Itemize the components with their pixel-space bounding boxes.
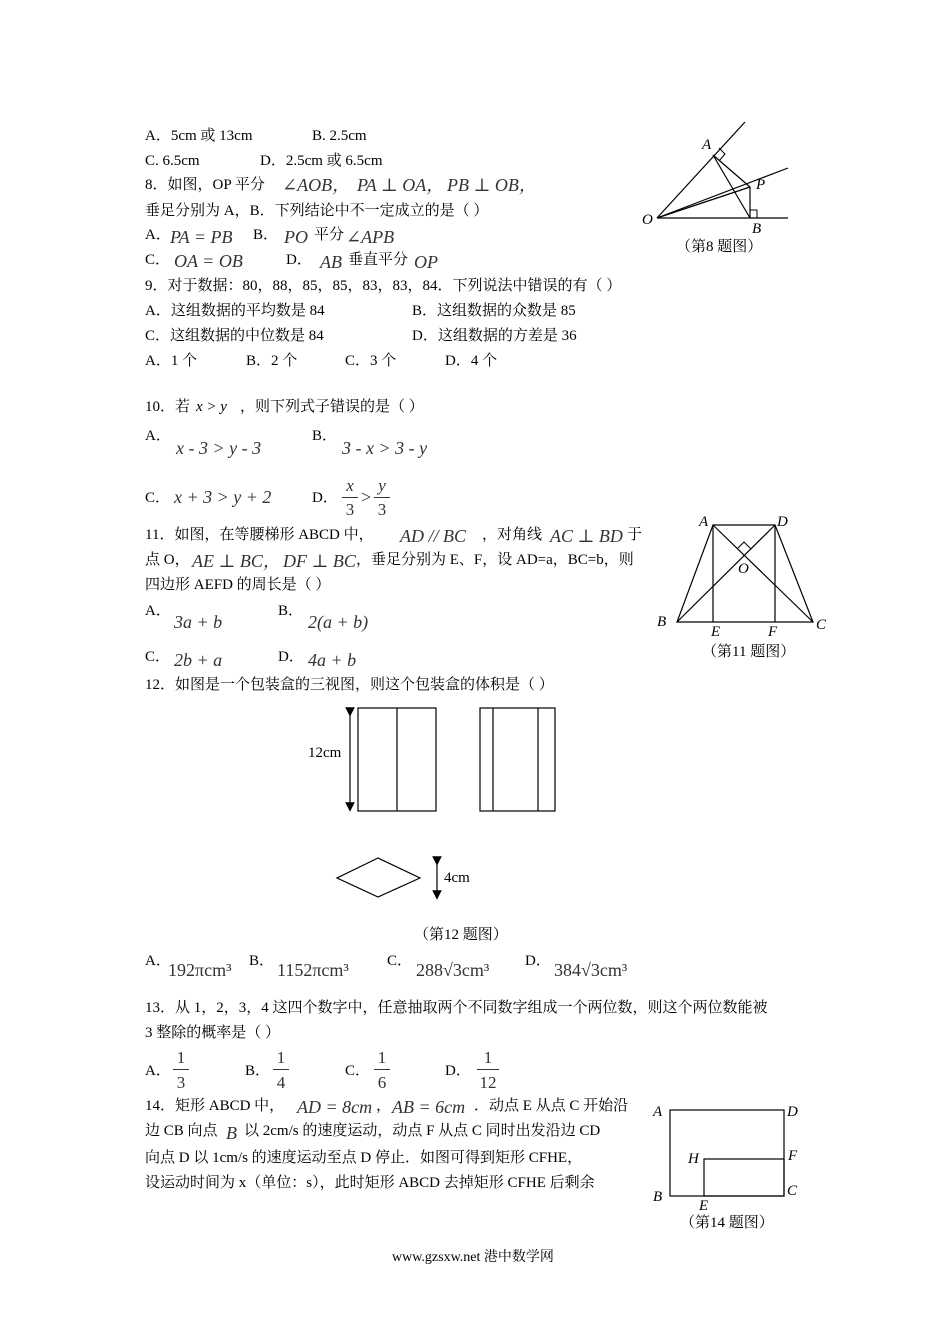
q12-option-a-label: A． (145, 953, 171, 969)
q11-option-c-label: C． (145, 649, 171, 665)
fig14-label-e: E (699, 1198, 709, 1214)
q11-option-d: 4a + b (308, 650, 357, 670)
q13-stem-2: 3 整除的概率是（ ） (145, 1025, 281, 1041)
fig8-label-a: A (702, 137, 712, 153)
q13-b-den: 4 (276, 1073, 286, 1092)
q10-d-gt: > (361, 487, 372, 507)
q7-option-a: A．5cm 或 13cm (145, 128, 253, 144)
q13-a-bar (173, 1069, 189, 1070)
q10-option-d-label: D． (312, 490, 338, 506)
fig14-label-a: A (653, 1104, 663, 1120)
fig11-label-e: E (711, 624, 721, 640)
fig8-caption: （第8 题图） (676, 239, 763, 255)
q14-comma: ， (376, 1098, 392, 1114)
q14-stem-4: 设运动时间为 x（单位：s），此时矩形 ABCD 去掉矩形 CFHE 后剩余 (145, 1175, 595, 1191)
q13-c-num: 1 (377, 1048, 387, 1067)
q12-side-label: 4cm (444, 870, 470, 886)
q8-option-d-op: OP (414, 252, 438, 272)
q13-d-den: 12 (479, 1073, 497, 1092)
q12-option-b: 1152πcm³ (277, 960, 349, 980)
fig14-label-h: H (688, 1151, 699, 1167)
q13-option-c-label: C． (345, 1063, 371, 1079)
q11-option-a: 3a + b (174, 612, 223, 632)
q11-option-b-label: B． (278, 603, 304, 619)
q10-d-den2: 3 (377, 500, 387, 519)
q10-stem-post: ，则下列式子错误的是（ ） (240, 399, 424, 415)
q10-option-a: x - 3 > y - 3 (176, 438, 262, 458)
q13-d-num: 1 (483, 1048, 493, 1067)
q12-option-b-label: B． (249, 953, 275, 969)
q12-option-a: 192πcm³ (168, 960, 232, 980)
q12-option-c: 288√3cm³ (416, 960, 490, 980)
q10-stem-pre: 10．若 (145, 399, 191, 415)
q8-angle-aob: ∠AOB， (282, 175, 351, 195)
q12-option-d: 384√3cm³ (554, 960, 628, 980)
fig11-label-c: C (816, 617, 827, 633)
q13-option-b-label: B． (245, 1063, 271, 1079)
q9-option-a: A．1 个 (145, 353, 198, 369)
q11-ad-parallel-bc: AD // BC (400, 526, 466, 546)
fig11-label-d: D (777, 514, 788, 530)
q7-option-b: B. 2.5cm (312, 128, 367, 144)
q11-stem-2b: ，垂足分别为 E、F，设 AD=a，BC=b，则 (356, 552, 634, 568)
fig8-label-b: B (752, 221, 762, 237)
q10-d-fraction-bar-2 (374, 497, 390, 498)
q8-option-c: OA = OB (174, 251, 243, 271)
q11-ae-perp-bc: AE ⊥ BC， (192, 551, 281, 571)
q13-b-num: 1 (276, 1048, 286, 1067)
q8-stem-1: 8．如图，OP 平分 (145, 177, 265, 193)
q8-option-d-label: D． (286, 252, 312, 268)
q14-ab-length: AB = 6cm (392, 1097, 466, 1117)
q10-d-fraction-bar-1 (342, 497, 358, 498)
q11-stem-1b: ，对角线 (482, 527, 543, 543)
q13-b-bar (273, 1069, 289, 1070)
q9-option-b: B．2 个 (246, 353, 298, 369)
figure-14 (650, 1100, 810, 1214)
q8-pb-perp-ob: PB ⊥ OB， (447, 175, 537, 195)
q11-stem-3: 四边形 AEFD 的周长是（ ） (145, 577, 331, 593)
fig11-caption: （第11 题图） (702, 644, 796, 660)
fig14-caption: （第14 题图） (680, 1215, 774, 1231)
q10-option-a-label: A． (145, 428, 171, 444)
figure-11 (655, 512, 835, 640)
q9-option-d: D．4 个 (445, 353, 498, 369)
q8-option-b-angle: ∠APB (346, 227, 395, 247)
q8-option-c-label: C． (145, 252, 171, 268)
q13-stem-1: 13．从 1，2，3，4 这四个数字中，任意抽取两个不同数字组成一个两位数，则这个两位数能被 (145, 1000, 768, 1016)
q12-option-d-label: D． (525, 953, 551, 969)
q7-option-d: D．2.5cm 或 6.5cm (260, 153, 383, 169)
q8-option-b-text: 平分 (314, 227, 345, 243)
q11-option-c: 2b + a (174, 650, 223, 670)
q9-statement-d: D．这组数据的方差是 36 (412, 328, 577, 344)
q10-d-num1: x (346, 476, 354, 495)
q9-statement-a: A．这组数据的平均数是 84 (145, 303, 325, 319)
q11-stem-1c: 于 (627, 527, 643, 543)
q12-height-label: 12cm (308, 745, 342, 761)
q9-stem: 9．对于数据：80，88，85，85，83，83，84．下列说法中错误的有（ ） (145, 278, 622, 294)
q13-c-den: 6 (377, 1073, 387, 1092)
fig11-label-f: F (768, 624, 778, 640)
fig11-label-a: A (699, 514, 709, 530)
q11-ac-perp-bd: AC ⊥ BD (550, 526, 623, 546)
q10-d-den1: 3 (345, 500, 355, 519)
q10-d-num2: y (378, 476, 386, 495)
fig11-label-o: O (738, 561, 749, 577)
q13-option-d-label: D． (445, 1063, 471, 1079)
q8-option-d-text: 垂直平分 (348, 252, 409, 268)
fig14-label-b: B (653, 1189, 663, 1205)
q11-stem-2a: 点 O， (145, 552, 190, 568)
q12-stem: 12．如图是一个包装盒的三视图，则这个包装盒的体积是（ ） (145, 677, 554, 693)
q14-stem-1a: 14．矩形 ABCD 中， (145, 1098, 285, 1114)
q12-option-c-label: C． (387, 953, 413, 969)
fig8-label-p: P (756, 177, 766, 193)
q11-option-a-label: A． (145, 603, 171, 619)
q9-option-c: C．3 个 (345, 353, 397, 369)
q11-option-b: 2(a + b) (308, 612, 369, 632)
q8-option-d-ab: AB (320, 252, 342, 272)
q11-stem-1: 11．如图，在等腰梯形 ABCD 中， (145, 527, 374, 543)
q14-stem-2b: B (226, 1123, 237, 1143)
q8-option-a-label: A． (145, 227, 171, 243)
q13-d-bar (477, 1069, 499, 1070)
q8-stem-2: 垂足分别为 A，B．下列结论中不一定成立的是（ ） (145, 203, 489, 219)
q10-option-b: 3 - x > 3 - y (342, 438, 428, 458)
page-footer: www.gzsxw.net 港中数学网 (392, 1250, 554, 1265)
q8-option-a: PA = PB (170, 227, 233, 247)
q14-stem-3: 向点 D 以 1cm/s 的速度运动至点 D 停止．如图可得到矩形 CFHE， (145, 1150, 583, 1166)
figure-12 (340, 700, 580, 930)
q9-statement-b: B．这组数据的众数是 85 (412, 303, 576, 319)
q13-a-den: 3 (176, 1073, 186, 1092)
fig11-label-b: B (657, 614, 667, 630)
q13-a-num: 1 (176, 1048, 186, 1067)
q13-option-a-label: A． (145, 1063, 171, 1079)
q11-df-perp-bc: DF ⊥ BC (283, 551, 356, 571)
q13-c-bar (374, 1069, 390, 1070)
q14-stem-2c: 以 2cm/s 的速度运动，动点 F 从点 C 同时出发沿边 CD (244, 1123, 601, 1139)
fig14-label-d: D (787, 1104, 798, 1120)
fig12-caption: （第12 题图） (414, 927, 508, 943)
q9-statement-c: C．这组数据的中位数是 84 (145, 328, 324, 344)
fig8-label-o: O (642, 212, 653, 228)
q10-option-c-label: C． (145, 490, 171, 506)
q14-ad-length: AD = 8cm (297, 1097, 373, 1117)
q14-stem-2a: 边 CB 向点 (145, 1123, 218, 1139)
q10-condition: x > y (196, 399, 227, 415)
q8-pa-perp-oa: PA ⊥ OA， (357, 175, 445, 195)
fig14-label-f: F (788, 1148, 798, 1164)
q14-stem-1b: ．动点 E 从点 C 开始沿 (474, 1098, 629, 1114)
q7-option-c: C. 6.5cm (145, 153, 200, 169)
fig14-label-c: C (787, 1183, 798, 1199)
q10-option-c: x + 3 > y + 2 (174, 487, 272, 507)
q11-option-d-label: D． (278, 649, 304, 665)
q8-option-b-label: B． (253, 227, 279, 243)
q8-option-b-po: PO (284, 227, 308, 247)
q10-option-b-label: B． (312, 428, 338, 444)
